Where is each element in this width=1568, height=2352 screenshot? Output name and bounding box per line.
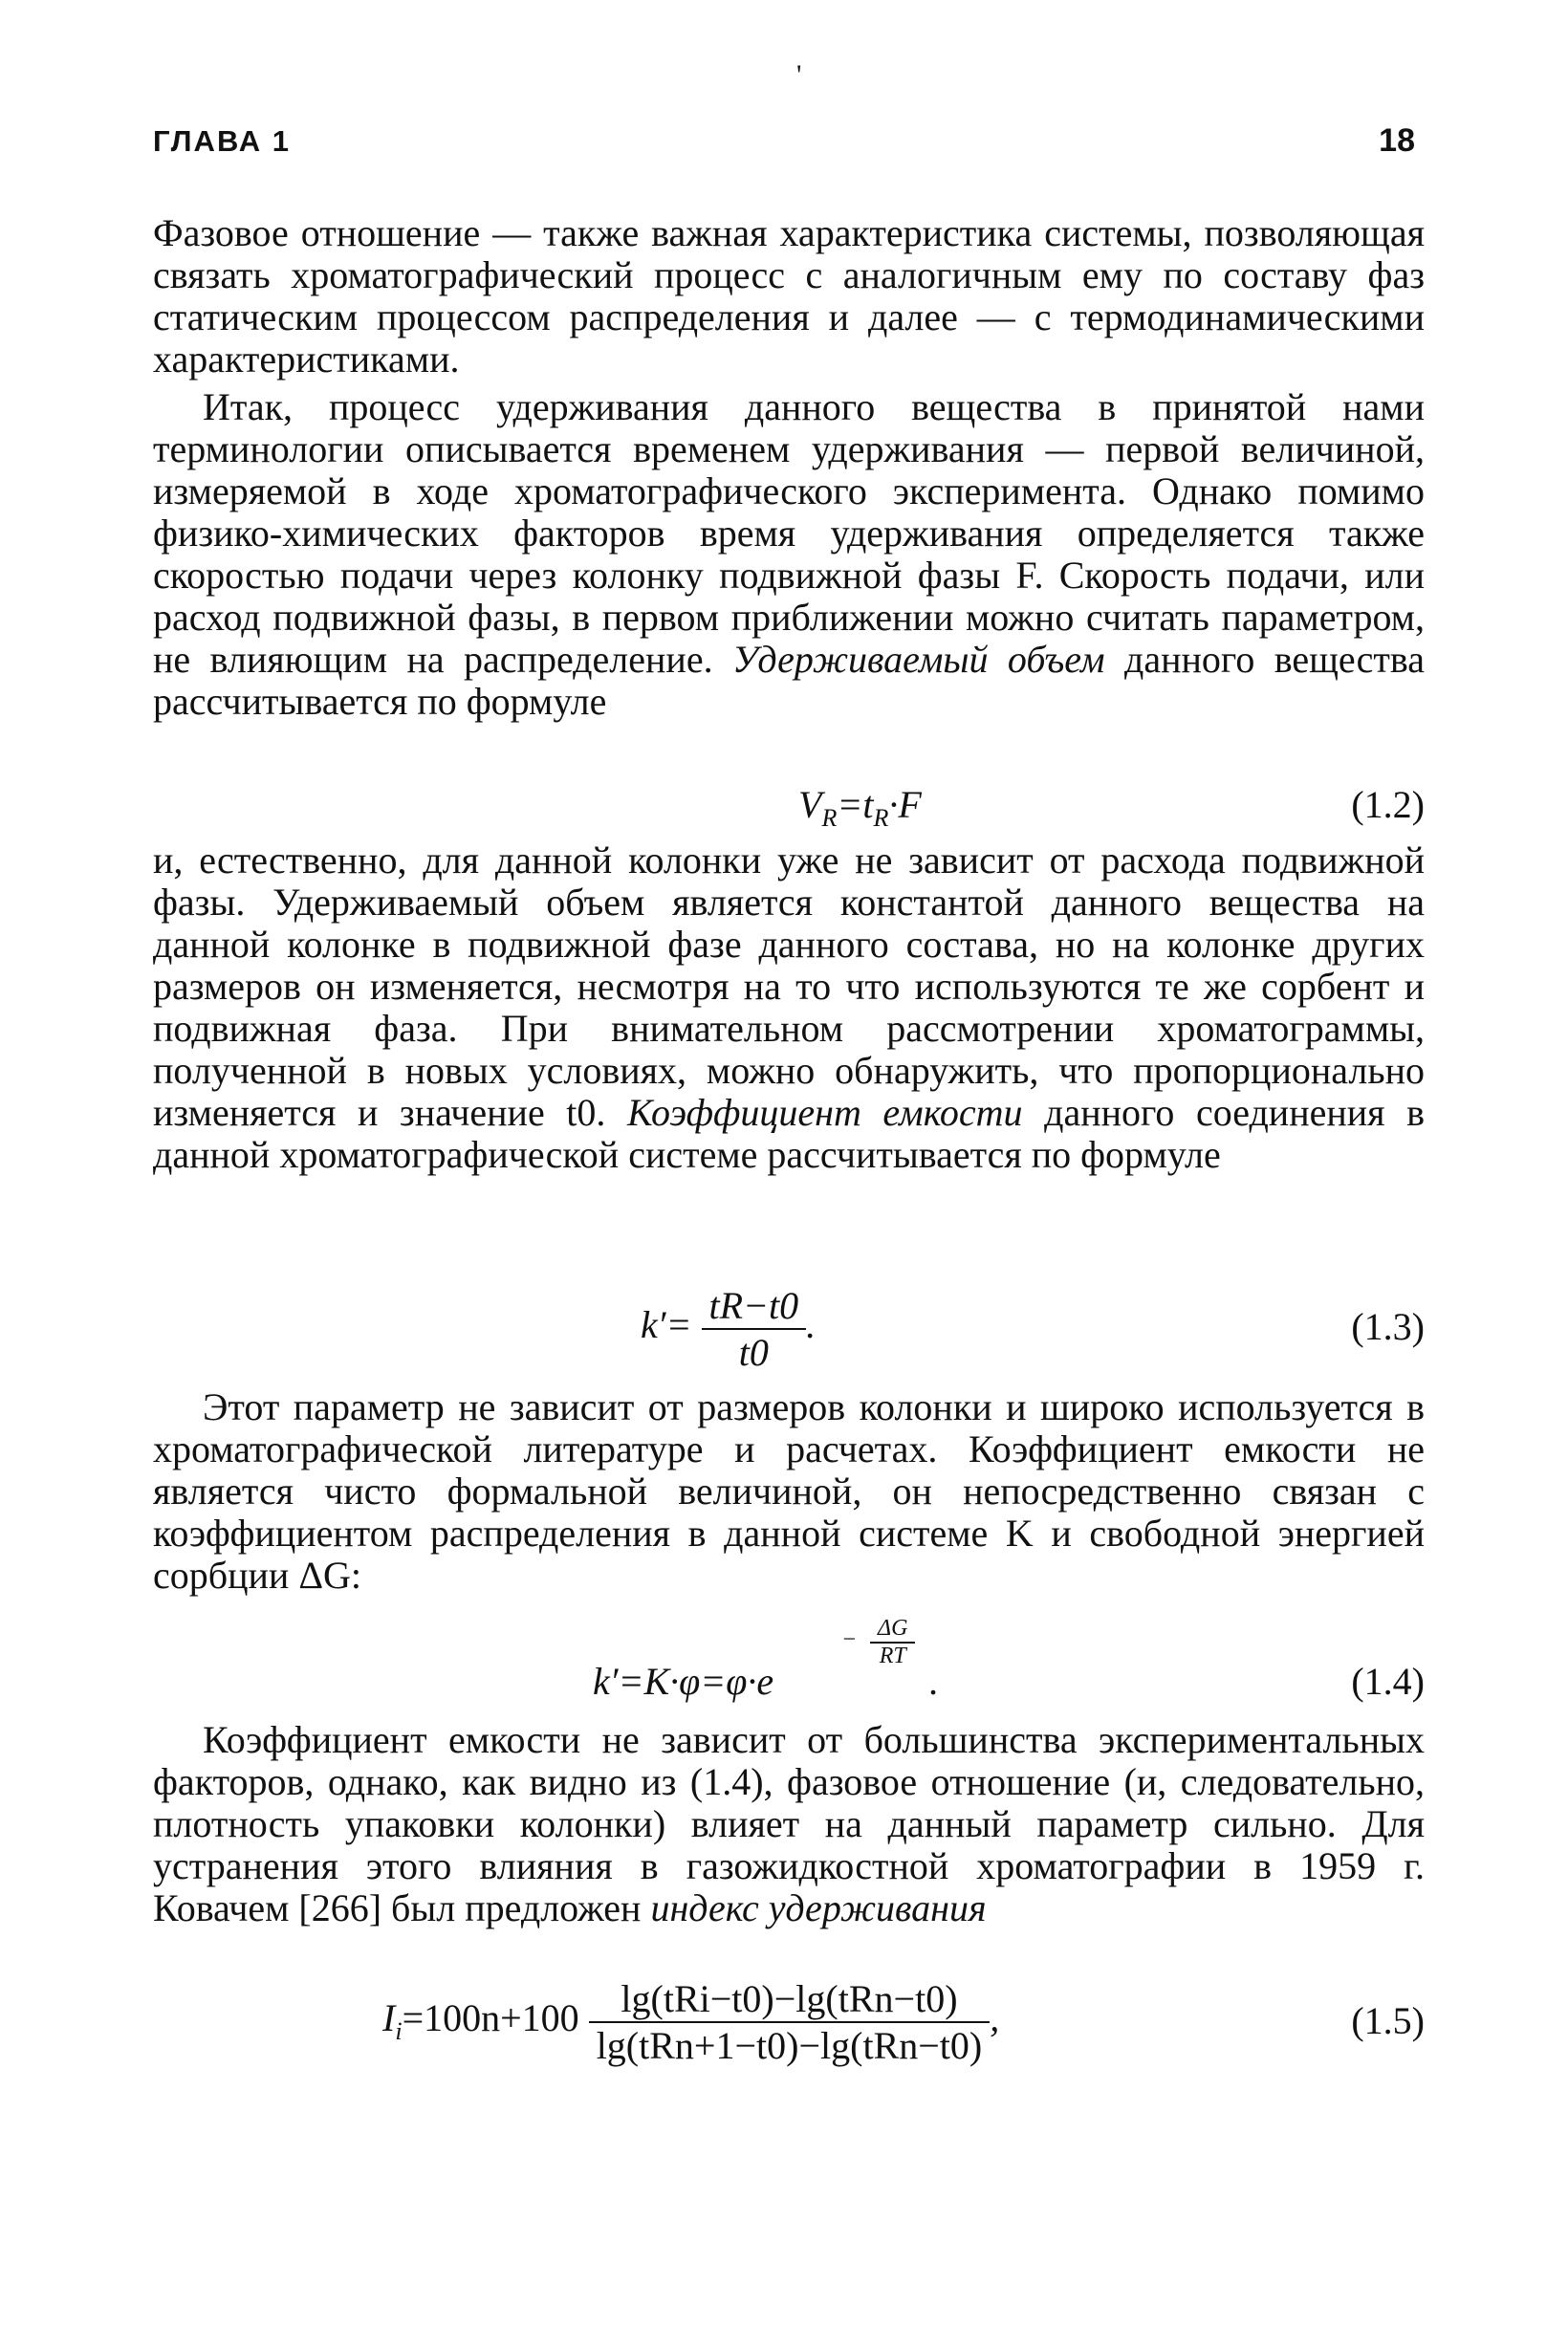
equation-1-4-body: k′=K·φ=φ·e: [593, 1660, 774, 1703]
equation-1-3-denominator: t0: [702, 1328, 807, 1375]
term-retention-index: индекс удерживания: [650, 1886, 987, 1929]
paragraph-5: [153, 1719, 1425, 1929]
paragraph-2: [153, 386, 1425, 723]
equation-1-4: [153, 1616, 1425, 1711]
equation-1-3-body: k′= $\frac{tR-t0}{t0}$ .: [641, 1284, 817, 1374]
scan-mark: ': [796, 59, 802, 91]
paragraph-3: [153, 839, 1425, 1176]
equation-1-5-numerator: lg(tRi−t0)−lg(tRn−t0): [621, 1977, 958, 2020]
page-number: 18: [1379, 122, 1415, 159]
equation-number-1-2: (1.2): [1351, 783, 1425, 826]
equation-number-1-3: (1.3): [1351, 1305, 1425, 1348]
equation-1-4-exponent: − $\frac{\Delta G}{RT}$: [870, 1616, 915, 1669]
paragraph-2-tail: данного вещества рассчитывается по формуле: [153, 638, 1426, 723]
equation-1-5-body: $I_i=100n+100$ $\frac{\text{lg(tRi−t0)−lg(tRn−t0)}}{\text{lg(tRn+1−t0)−lg(tRn−t0)}}$ ,: [382, 1977, 1000, 2067]
equation-1-3: [153, 1264, 1425, 1374]
paragraph-2-text: Итак, процесс удерживания данного вещества в принятой нами терминологии описывается временем удерживания — первой величиной, измеряемой в ходе хроматографического эксперимента. Однако помимо физико-химических факторов время удерживания определяется также скоростью подачи через колонку подвижной фазы F. Скорость подачи, или расход подвижной фазы, в первом приближении можно считать параметром, не влияющим на распределение.: [153, 385, 1425, 681]
equation-1-2: [153, 782, 1425, 830]
equation-1-4-tail: .: [929, 1660, 939, 1703]
term-capacity-factor: Коэффициент емкости: [626, 1091, 1023, 1134]
running-header: [153, 122, 1415, 160]
paragraph-1: Фазовое отношение — также важная характеристика системы, позволяющая связать хроматографический процесс с аналогичным ему по составу фаз статическим процессом распределения и далее — с термодинамическими характеристиками.: [153, 211, 1425, 381]
paragraph-3-tail: данного соединения в данной хроматографической системе рассчитывается по формуле: [153, 1091, 1426, 1176]
paragraph-5-text: Коэффициент емкости не зависит от большинства экспериментальных факторов, однако, как видно из (1.4), фазовое отношение (и, следовательно, плотность упаковки колонки) влияет на данный параметр сильно. Для устранения этого влияния в газожидкостной хроматографии в 1959 г. Ковачем [266] был предложен: [153, 1718, 1425, 1929]
equation-1-5-denominator: lg(tRn+1−t0)−lg(tRn−t0): [589, 2021, 991, 2068]
term-retention-volume: Удерживаемый объем: [731, 638, 1105, 681]
equation-number-1-4: (1.4): [1351, 1660, 1425, 1703]
paragraph-4: Этот параметр не зависит от размеров колонки и широко используется в хроматографической литературе и расчетах. Коэффициент емкости не является чисто формальной величиной, он непосредственно связан с коэффициентом распределения в данной системе K и свободной энергией сорбции ΔG:: [153, 1385, 1425, 1597]
equation-1-3-numerator: tR−t0: [708, 1284, 799, 1327]
equation-number-1-5: (1.5): [1351, 1999, 1425, 2042]
chapter-title: ГЛАВА 1: [153, 124, 292, 158]
equation-1-2-body: $V_R=t_R\cdot F$: [798, 783, 922, 832]
paragraph-3-text: и, естественно, для данной колонки уже не зависит от расхода подвижной фазы. Удерживаемый объем является константой данного вещества на данной колонке в подвижной фазе данного состава, но на колонке других размеров он изменяется, несмотря на то что используются те же сорбент и подвижная фаза. При внимательном рассмотрении хроматограммы, полученной в новых условиях, можно обнаружить, что пропорционально изменяется и значение t0.: [153, 838, 1425, 1134]
equation-1-5: [153, 1946, 1425, 2070]
